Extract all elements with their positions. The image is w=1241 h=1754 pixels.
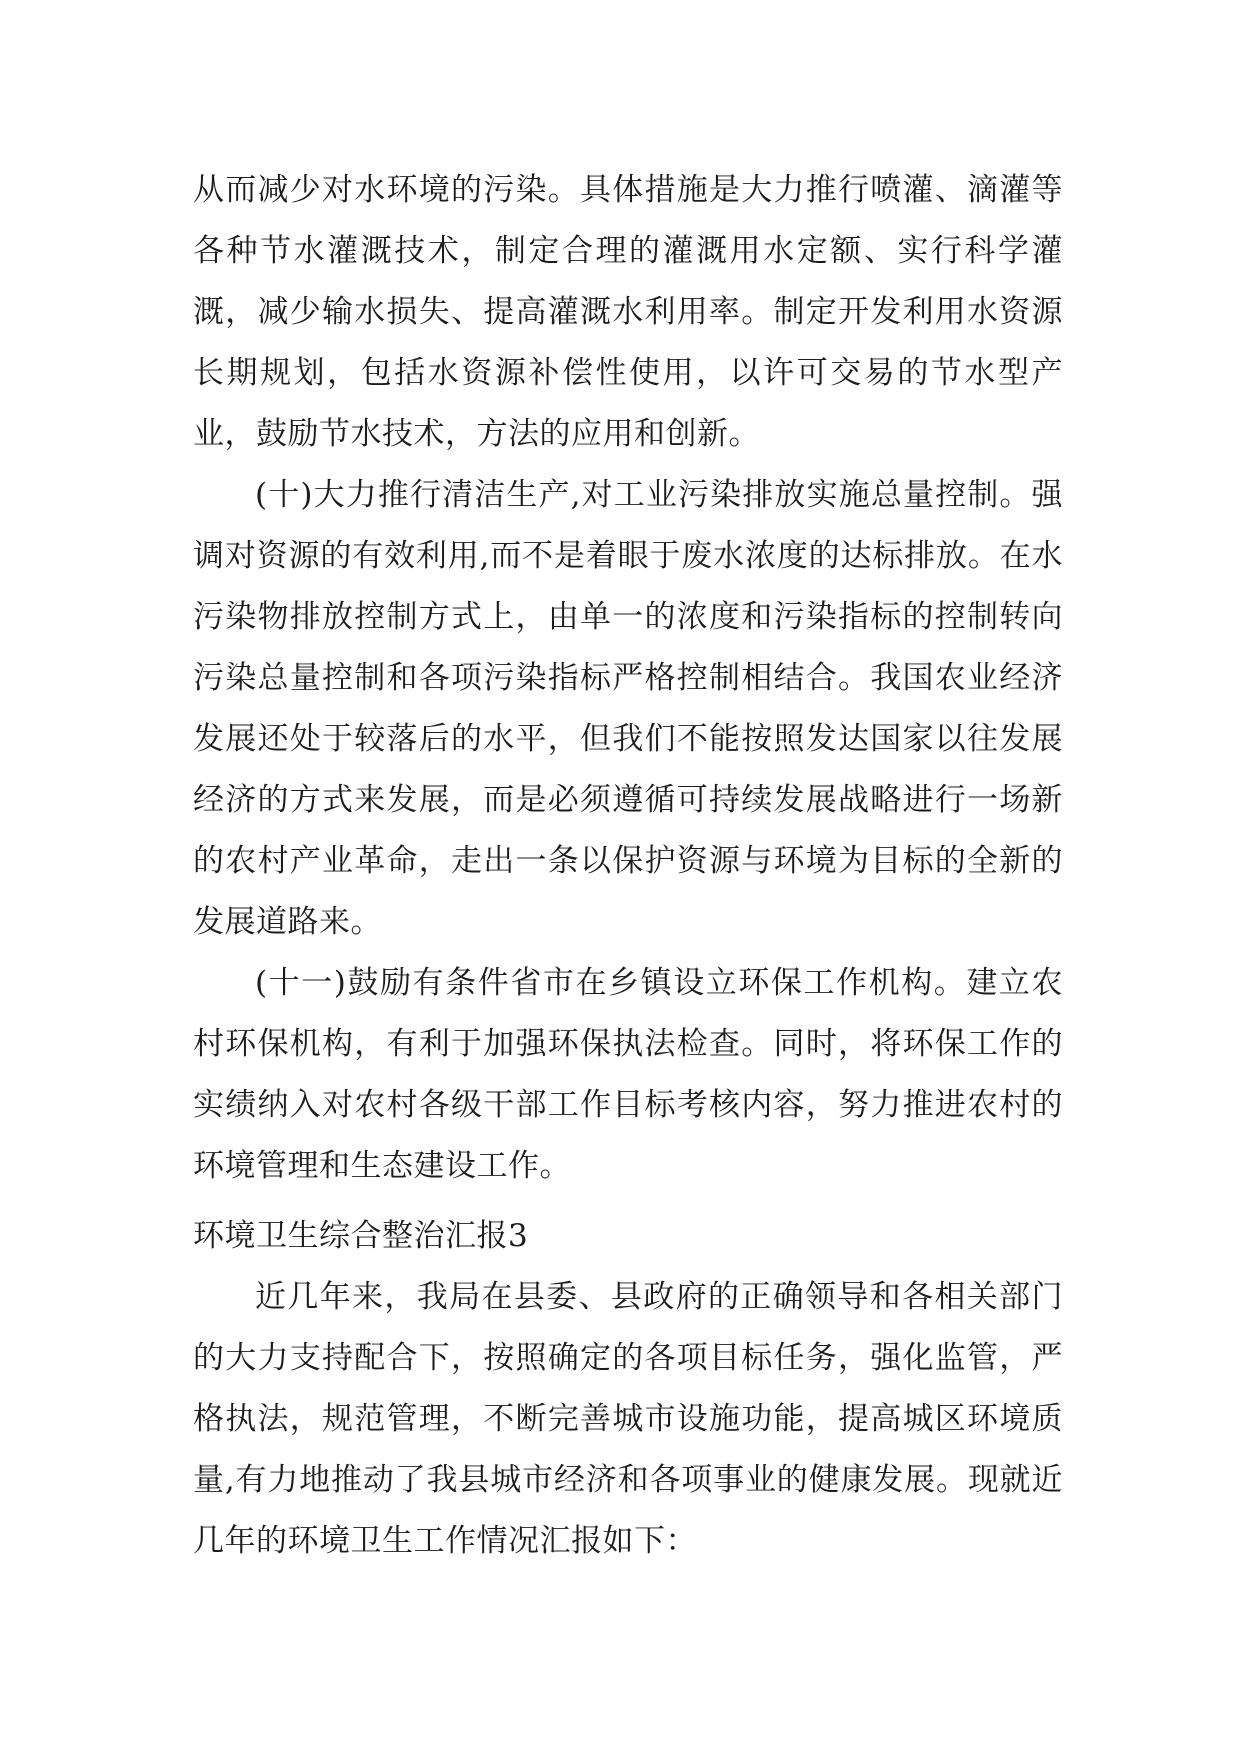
paragraph-water-saving: 从而减少对水环境的污染。具体措施是大力推行喷灌、滴灌等各种节水灌溉技术，制定合理的灌溉用水定额、实行科学灌溉，减少输水损失、提高灌溉水利用率。制定开发利用水资源长期规划，包括水资源补偿性使用，以许可交易的节水型产业，鼓励节水技术，方法的应用和创新。 [193,172,1063,452]
body-text-lower [193,1206,1063,1572]
section-title: 环境卫生综合整治汇报3 [193,1218,529,1254]
paragraph-intro-report: 近几年来，我局在县委、县政府的正确领导和各相关部门的大力支持配合下，按照确定的各项目标任务，强化监管，严格执法，规范管理，不断完善城市设施功能，提高城区环境质量,有力地推动了我县城市经济和各项事业的健康发展。现就近几年的环境卫生工作情况汇报如下： [193,1279,1063,1559]
paragraph-clean-production: (十)大力推行清洁生产,对工业污染排放实施总量控制。强调对资源的有效利用,而不是着眼于废水浓度的达标排放。在水污染物排放控制方式上，由单一的浓度和污染指标的控制转向污染总量控制和各项污染指标严格控制相结合。我国农业经济发展还处于较落后的水平，但我们不能按照发达国家以往发展经济的方式来发展，而是必须遵循可持续发展战略进行一场新的农村产业革命，走出一条以保护资源与环境为目标的全新的发展道路来。 [193,477,1063,940]
paragraph-rural-env-agency: (十一)鼓励有条件省市在乡镇设立环保工作机构。建立农村环保机构，有利于加强环保执法检查。同时，将环保工作的实绩纳入对农村各级干部工作目标考核内容，努力推进农村的环境管理和生态建设工作。 [193,965,1063,1184]
body-text-upper [193,160,1063,1197]
